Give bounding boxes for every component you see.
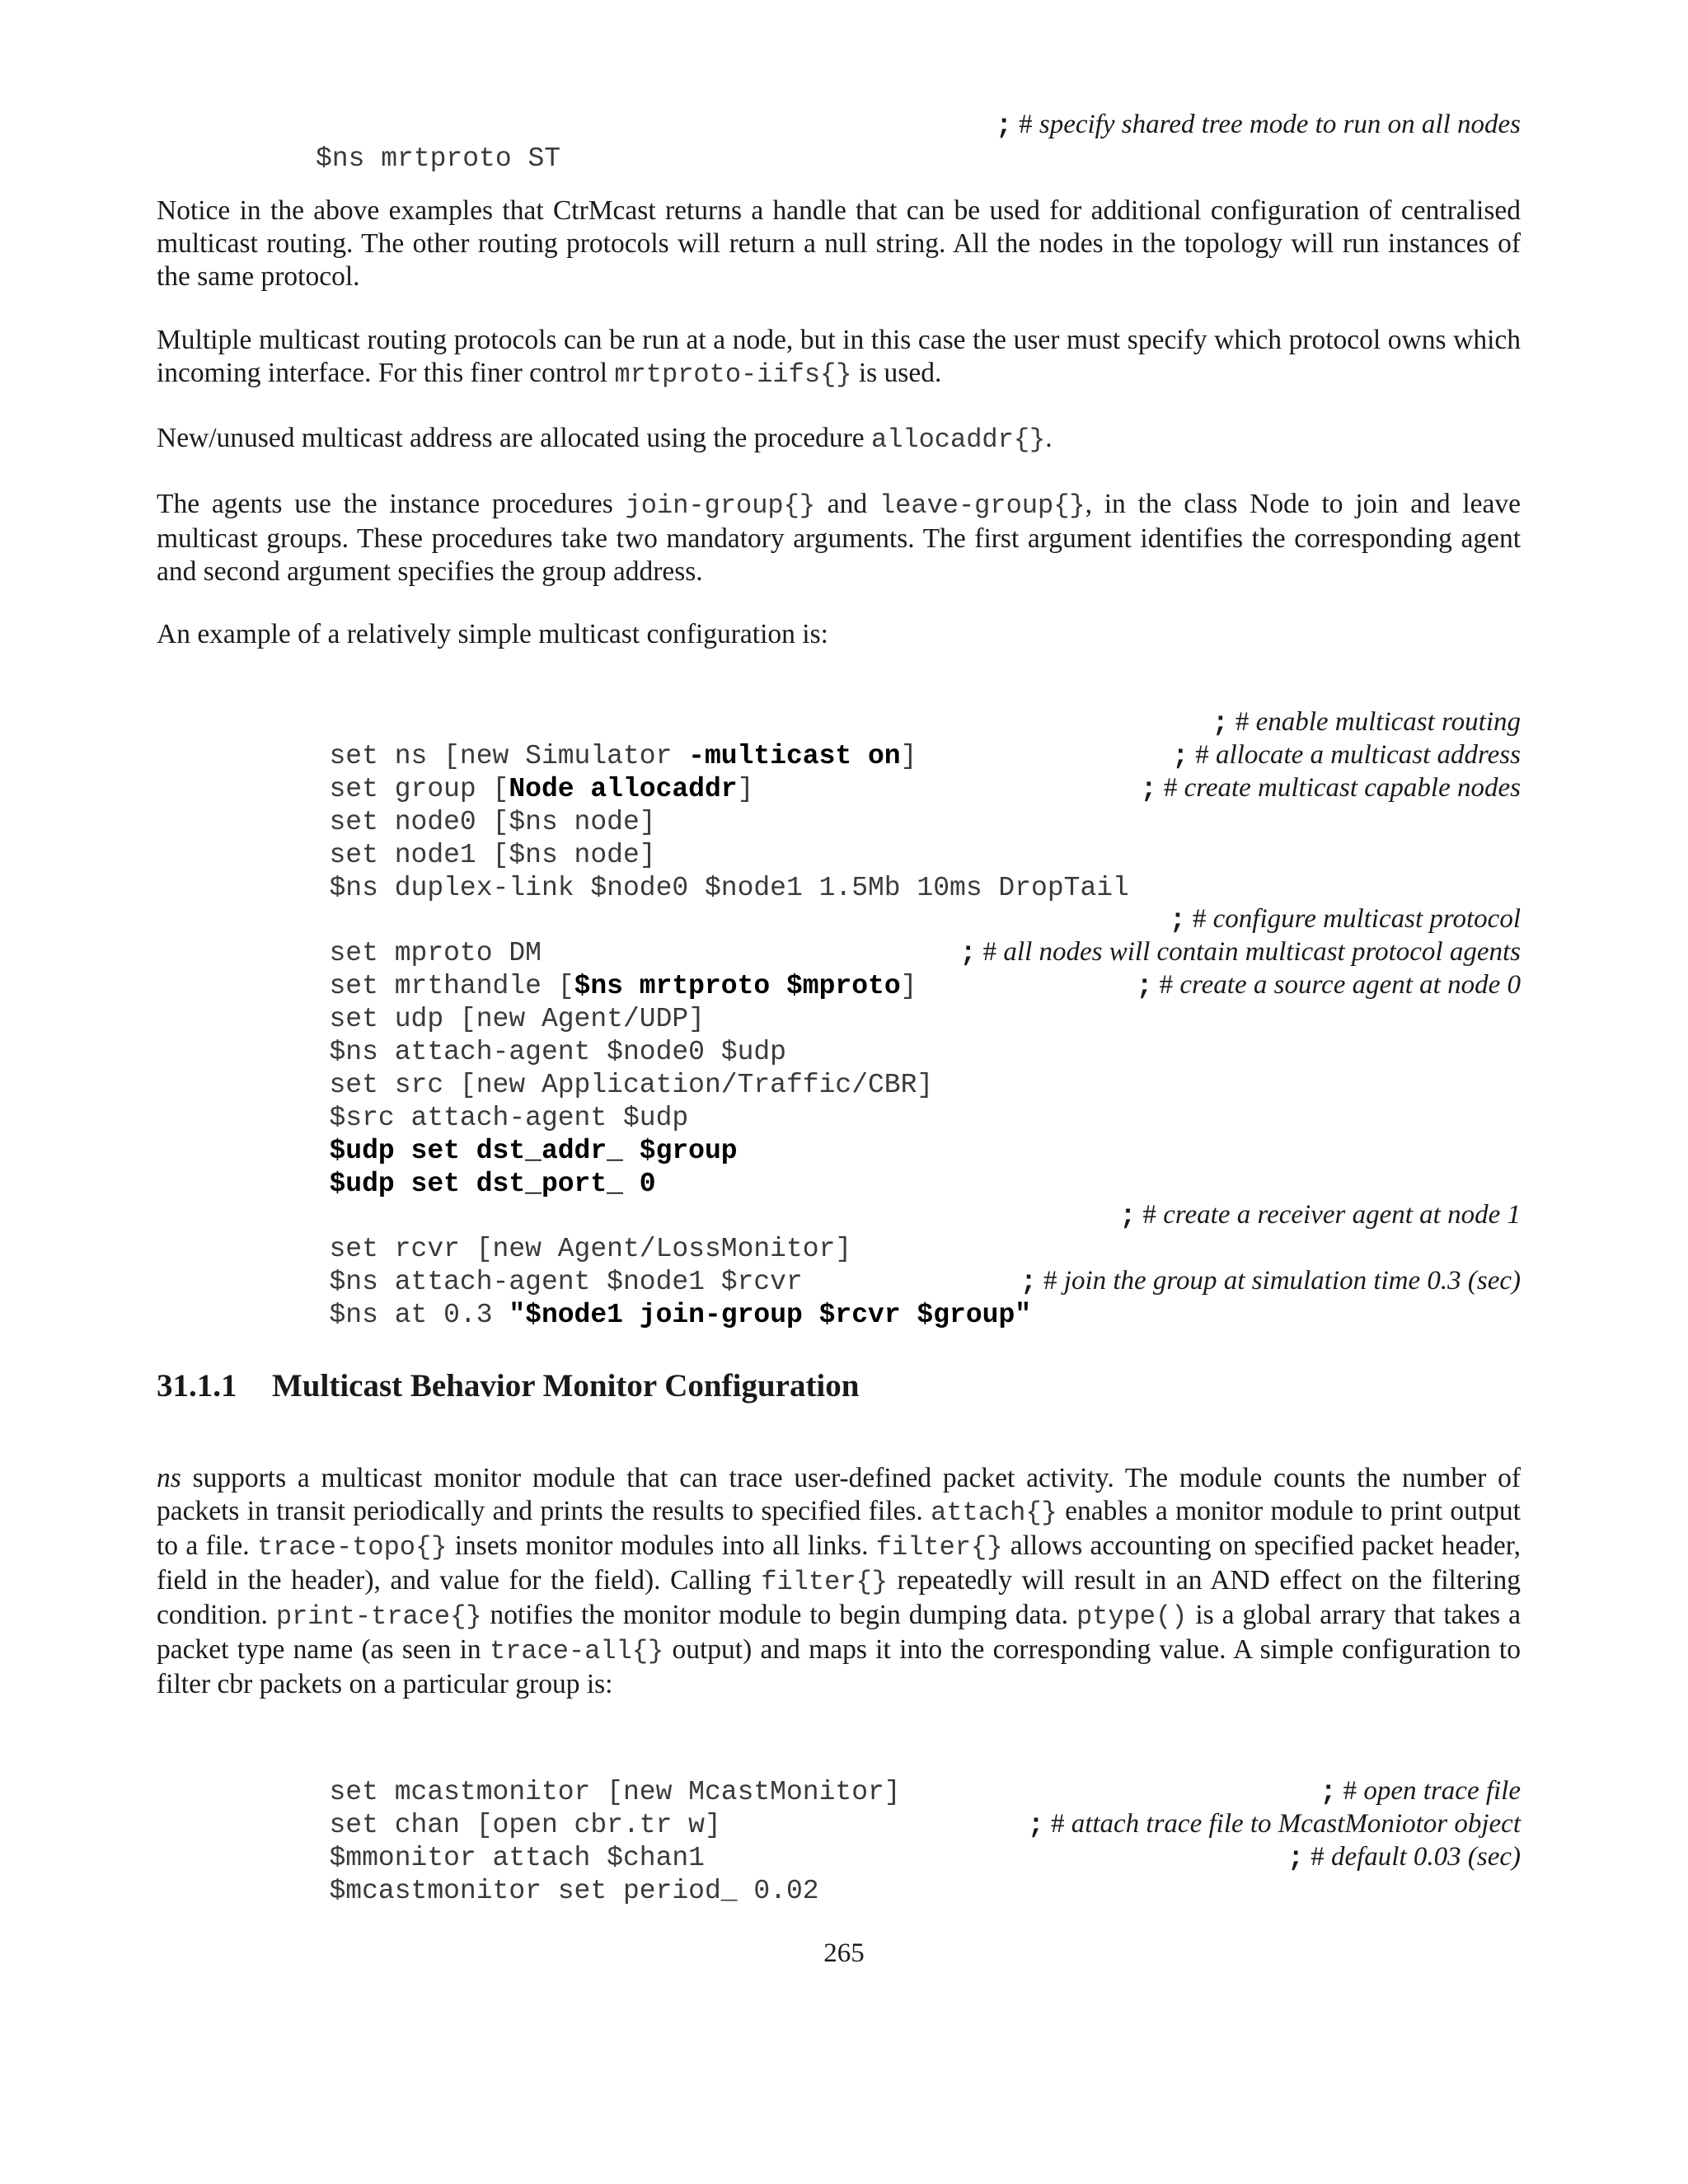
page-number: 265	[823, 1938, 865, 1968]
code-comment: ; # specify shared tree mode to run on all nodes	[996, 110, 1521, 141]
paragraph-join-leave: The agents use the instance procedures join-group{} and leave-group{}, in the class Node to join and leave multicast groups. These procedures take two mandatory arguments. The first argument identifies the corresponding agent and second argument specifies the group address.	[157, 489, 1522, 587]
code-comment: ; # join the group at simulation time 0.3 (sec)	[1020, 1266, 1521, 1297]
inline-code: ptype()	[1076, 1601, 1188, 1632]
section-heading	[157, 1366, 859, 1406]
code-line: $mmonitor attach $chan1 ; # attach trace file to McastMoniotor object	[329, 1809, 1521, 1873]
paragraph-multiple-protocols: Multiple multicast routing protocols can be run at a node, but in this case the user must specify which protocol owns which incoming interface. For this finer control mrtproto-iifs{} is used.	[157, 325, 1521, 390]
code-line: set node0 [$ns node] ; # create multicast capable nodes	[329, 773, 1521, 837]
paragraph-ctrmcast: Notice in the above examples that CtrMcast returns a handle that can be used for additional configuration of centralised multicast routing. The other routing protocols will return a null string. All the nodes in the topology will run instances of the same protocol.	[157, 195, 1521, 292]
code-comment: ; # create a receiver agent at node 1	[1119, 1200, 1521, 1231]
inline-code: trace-all{}	[489, 1636, 664, 1666]
section-number: 31.1.1	[157, 1368, 237, 1404]
code-line: $src attach-agent $udp	[329, 1103, 689, 1133]
code-line: set src [new Application/Traffic/CBR]	[329, 1070, 934, 1100]
paragraph-example-intro: An example of a relatively simple multicast configuration is:	[157, 619, 828, 649]
inline-code: print-trace{}	[275, 1601, 482, 1632]
code-line: set mproto DM ; # configure multicast protocol	[329, 904, 1521, 968]
code-line: set ns [new Simulator -multicast on] ; # enable multicast routing	[329, 707, 1521, 771]
code-comment: ; # create a source agent at node 0	[1136, 970, 1521, 1001]
code-line: set group [Node allocaddr] ; # allocate a multicast address	[329, 740, 1521, 804]
inline-code: filter{}	[875, 1532, 1003, 1563]
paragraph-allocaddr: New/unused multicast address are allocated using the procedure allocaddr{}.	[157, 423, 1053, 455]
inline-code: leave-group{}	[879, 490, 1085, 521]
inline-code: join-group{}	[625, 490, 816, 521]
code-line: $ns duplex-link $node0 $node1 1.5Mb 10ms DropTail	[329, 873, 1129, 903]
code-line: $ns attach-agent $node0 $udp	[329, 1037, 786, 1067]
section-title: Multicast Behavior Monitor Configuration	[272, 1368, 860, 1404]
code-line: set chan [open cbr.tr w] ; # open trace file	[329, 1776, 1521, 1840]
code-line: $udp set dst_port_ 0	[329, 1169, 656, 1199]
code-line: $mcastmonitor set period_ 0.02 ; # default 0.03 (sec)	[329, 1842, 1521, 1906]
code-comment: ; # configure multicast protocol	[1169, 904, 1521, 935]
code-comment: ; # default 0.03 (sec)	[1287, 1842, 1521, 1873]
paragraph-mcast-monitor: ns supports a multicast monitor module that can trace user-defined packet activity. The module counts the number of packets in transit periodically and prints the results to specified files. attach{} enables a monitor module to print output to a file. trace-topo{} insets monitor modules into all links. filter{} allows accounting on specified packet header, field in the header), and value for the field). Calling filter{} repeatedly will result in an AND effect on the filtering condition. print-trace{} notifies the monitor module to begin dumping data. ptype() is a global arrary that takes a packet type name (as seen in trace-all{} output) and maps it into the corresponding value. A simple configuration to filter cbr packets on a particular group is:	[157, 1463, 1521, 1699]
code-comment: ; # create multicast capable nodes	[1140, 773, 1521, 804]
inline-code: trace-topo{}	[256, 1532, 448, 1563]
code-comment: ; # all nodes will contain multicast protocol agents	[959, 937, 1521, 968]
inline-code: mrtproto-iifs{}	[614, 359, 852, 390]
code-comment: ; # enable multicast routing	[1212, 707, 1521, 738]
code-comment: ; # allocate a multicast address	[1172, 740, 1521, 771]
inline-code: attach{}	[931, 1497, 1057, 1528]
code-line: set udp [new Agent/UDP] ; # create a source agent at node 0	[329, 970, 1521, 1034]
code-line: $udp set dst_addr_ $group	[329, 1136, 738, 1166]
code-line-mrtproto	[288, 108, 1521, 174]
code-comment: ; # open trace file	[1320, 1776, 1521, 1807]
code-line: $ns attach-agent $node1 $rcvr	[329, 1267, 803, 1297]
code-line: set mcastmonitor [new McastMonitor]	[329, 1777, 901, 1807]
code-comment: ; # attach trace file to McastMoniotor object	[1027, 1809, 1521, 1840]
code-text: $ns mrtproto ST	[316, 143, 561, 174]
code-line: set rcvr [new Agent/LossMonitor] ; # create a receiver agent at node 1	[329, 1200, 1521, 1264]
inline-code: allocaddr{}	[870, 424, 1046, 455]
code-line: set node1 [$ns node]	[329, 840, 656, 870]
code-line: $ns at 0.3 "$node1 join-group $rcvr $group" ; # join the group at simulation time 0.3 (sec)	[329, 1266, 1521, 1330]
inline-code: filter{}	[761, 1567, 888, 1597]
code-line: set mrthandle [$ns mrtproto $mproto] ; # all nodes will contain multicast protocol agents	[329, 937, 1521, 1001]
